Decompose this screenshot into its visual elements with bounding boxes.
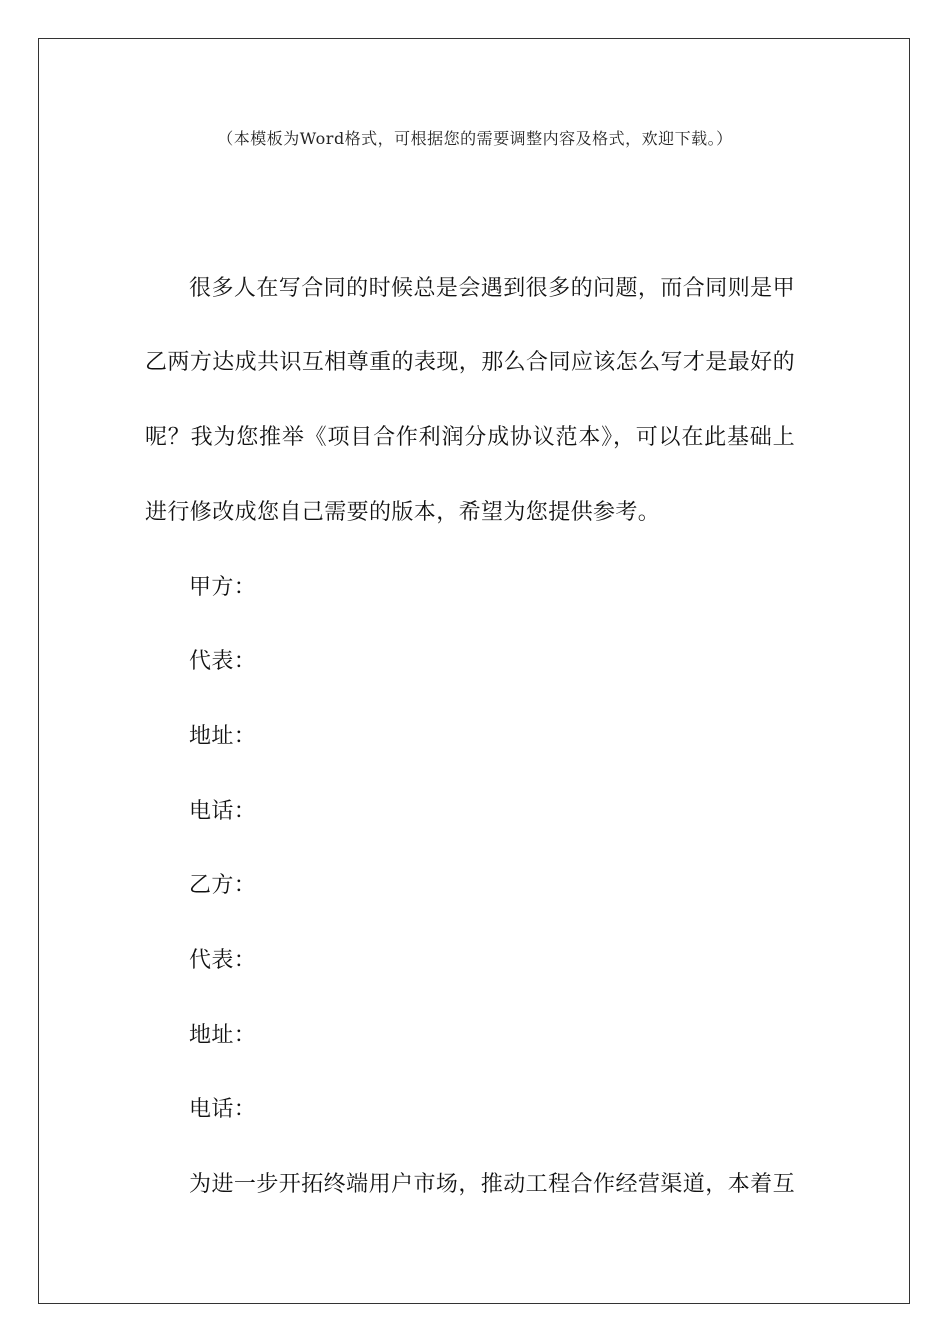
party-b-representative: 代表： xyxy=(189,948,257,973)
party-b-label: 乙方： xyxy=(189,873,257,898)
intro-line-4: 进行修改成您自己需要的版本，希望为您提供参考。 xyxy=(145,500,661,525)
intro-line-2 xyxy=(145,348,795,378)
party-b-phone: 电话： xyxy=(189,1097,257,1122)
intro-line-3 xyxy=(145,423,795,453)
body-paragraph-start xyxy=(189,1170,795,1200)
intro-line-1 xyxy=(189,274,795,304)
party-a-address: 地址： xyxy=(189,724,257,749)
intro-line-2-text: 乙两方达成共识互相尊重的表现，那么合同应该怎么写才是最好的 xyxy=(145,350,795,375)
body-paragraph-start-text: 为进一步开拓终端用户市场，推动工程合作经营渠道，本着互 xyxy=(189,1172,795,1197)
page-border xyxy=(38,38,910,1304)
template-notice: （本模板为Word格式，可根据您的需要调整内容及格式，欢迎下载。） xyxy=(217,129,733,148)
party-a-representative: 代表： xyxy=(189,649,257,674)
party-a-phone: 电话： xyxy=(189,799,257,824)
intro-line-3-text: 呢？我为您推举《项目合作利润分成协议范本》，可以在此基础上 xyxy=(145,425,795,450)
party-a-label: 甲方： xyxy=(189,575,257,600)
intro-line-1-text: 很多人在写合同的时候总是会遇到很多的问题，而合同则是甲 xyxy=(189,276,795,301)
party-b-address: 地址： xyxy=(189,1023,257,1048)
